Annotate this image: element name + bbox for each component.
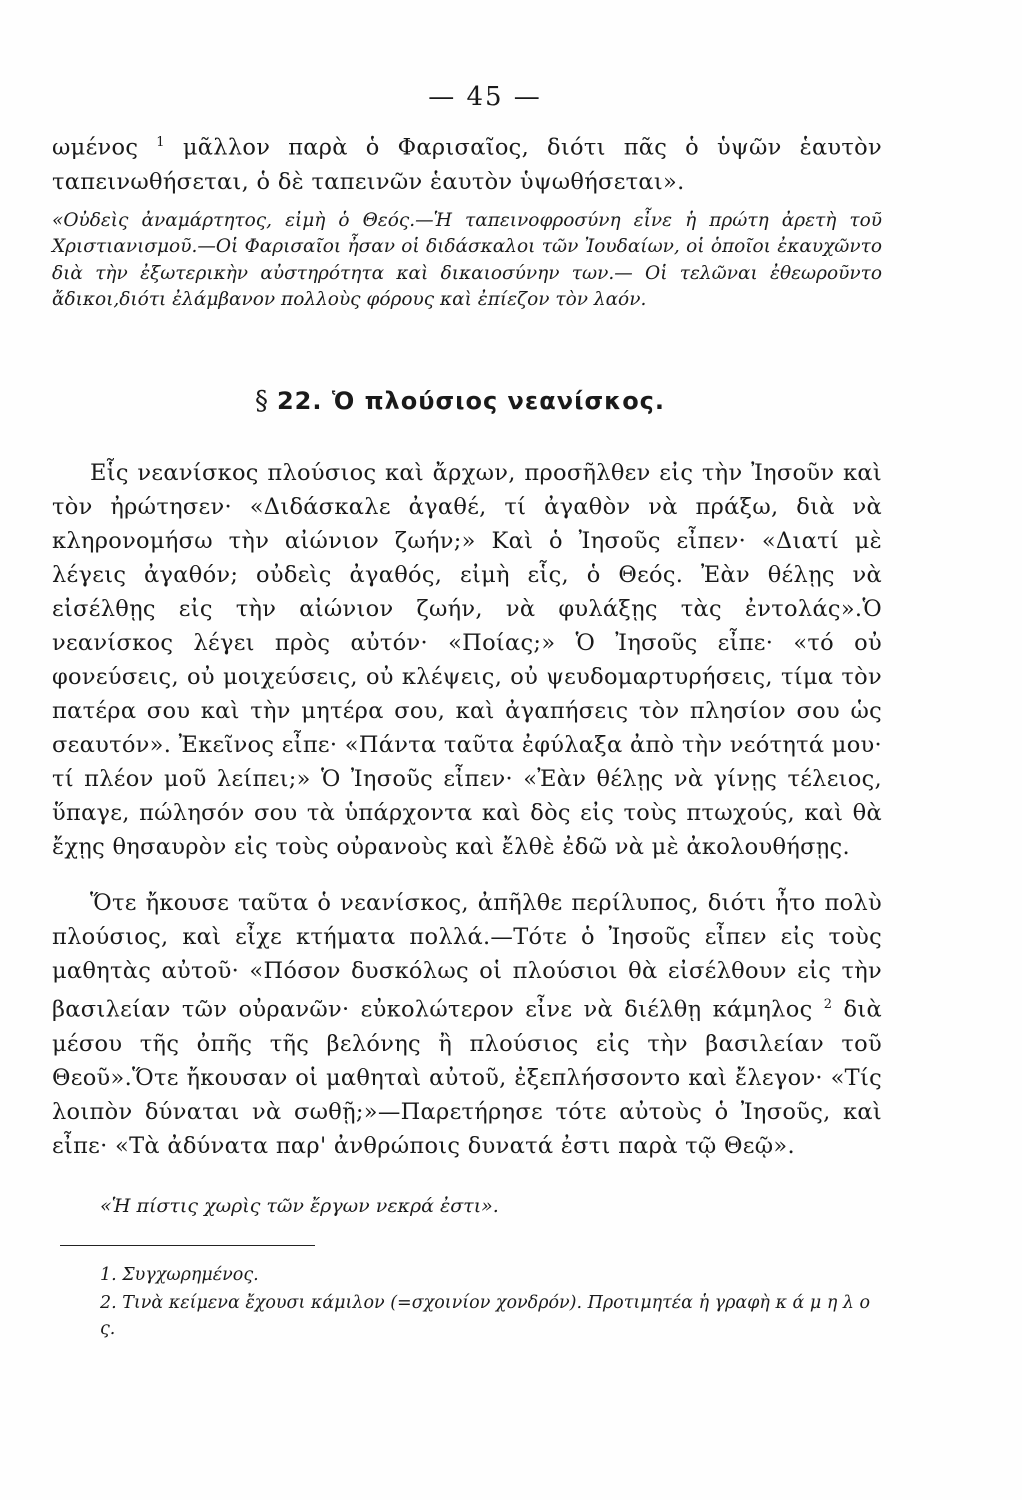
section-symbol: § [254, 386, 269, 416]
section-heading [0, 386, 920, 416]
footnote-1: 1. Συγχωρημένος. [100, 1265, 259, 1285]
footnote-mark-1: 1 [156, 135, 165, 150]
body-paragraph-2 [52, 886, 882, 1163]
body-paragraph-2-text-start: Ὅτε ἤκουσε ταῦτα ὁ νεανίσκος, ἀπῆλθε περίλυπος, διότι ἦτο πολὺ πλούσιος, καὶ εἶχε κτήματα πολλά.—Τότε ὁ Ἰησοῦς εἶπεν εἰς τοὺς μαθητὰς αὐτοῦ· «Πόσον δυσκόλως οἱ πλούσιοι θὰ εἰσέλθουν εἰς τὴν βασιλείαν τῶν οὐρανῶν· εὐκολώτερον εἶνε νὰ διέλθῃ κάμηλος [52, 890, 882, 1023]
top-paragraph-text-end: μᾶλλον παρὰ ὁ Φαρισαῖος, διότι πᾶς ὁ ὑψῶν ἑαυτὸν ταπεινωθήσεται, ὁ δὲ ταπεινῶν ἑαυτὸν ὑψωθήσεται». [52, 134, 882, 195]
section-title: 22. Ὁ πλούσιος νεανίσκος. [276, 387, 666, 415]
body-paragraph-2-text-end: διὰ μέσου τῆς ὀπῆς τῆς βελόνης ἢ πλούσιος εἰς τὴν βασιλείαν τοῦ Θεοῦ».Ὅτε ἤκουσαν οἱ μαθηταὶ αὐτοῦ, ἐξεπλήσσοντο καὶ ἔλεγον· «Τίς λοιπὸν δύναται νὰ σωθῇ;»—Παρετήρησε τότε αὐτοὺς ὁ Ἰησοῦς, καὶ εἶπε· «Τὰ ἀδύνατα παρ' ἀνθρώποις δυνατά ἐστι παρὰ τῷ Θεῷ». [52, 996, 882, 1159]
body-paragraph-1: Εἷς νεανίσκος πλούσιος καὶ ἄρχων, προσῆλθεν εἰς τὴν Ἰησοῦν καὶ τὸν ἠρώτησεν· «Διδάσκαλε ἀγαθέ, τί ἀγαθὸν νὰ πράξω, διὰ νὰ κληρονομήσω τὴν αἰώνιον ζωήν;» Καὶ ὁ Ἰησοῦς εἶπεν· «Διατί μὲ λέγεις ἀγαθόν; οὐδεὶς ἀγαθός, εἰμὴ εἷς, ὁ Θεός. Ἐὰν θέλῃς νὰ εἰσέλθῃς εἰς τὴν αἰώνιον ζωήν, νὰ φυλάξῃς τὰς ἐντολάς».Ὁ νεανίσκος λέγει πρὸς αὐτόν· «Ποίας;» Ὁ Ἰησοῦς εἶπε· «τό οὐ φονεύσεις, οὐ μοιχεύσεις, οὐ κλέψεις, οὐ ψευδομαρτυρήσεις, τίμα τὸν πατέρα σου καὶ τὴν μητέρα σου, καὶ ἀγαπήσεις τὸν πλησίον σου ὡς σεαυτόν». Ἐκεῖνος εἶπε· «Πάντα ταῦτα ἐφύλαξα ἀπὸ τὴν νεότητά μου· τί πλέον μοῦ λείπει;» Ὁ Ἰησοῦς εἶπεν· «Ἐὰν θέλῃς νὰ γίνῃς τέλειος, ὕπαγε, πώλησόν σου τὰ ὑπάρχοντα καὶ δὸς εἰς τοὺς πτωχούς, καὶ θὰ ἔχῃς θησαυρὸν εἰς τοὺς οὐρανοὺς καὶ ἔλθὲ ἐδῶ νὰ μὲ ἀκολουθήσῃς. [52, 460, 882, 860]
footnote-divider [60, 1245, 315, 1246]
footnote-mark-2: 2 [823, 997, 833, 1012]
top-paragraph-text-start: ωμένος [52, 134, 157, 161]
top-paragraph [52, 126, 882, 199]
footnote-2: 2. Τινὰ κείμενα ἔχουσι κάμιλον (=σχοινίον χονδρόν). Προτιμητέα ἡ γραφὴ κ ά μ η λ ο ς. [100, 1293, 871, 1339]
closing-quote: «Ἡ πίστις χωρὶς τῶν ἔργων νεκρά ἐστι». [100, 1195, 499, 1217]
italic-commentary: «Οὐδεὶς ἀναμάρτητος, εἰμὴ ὁ Θεός.—Ἡ ταπεινοφροσύνη εἶνε ἡ πρώτη ἀρετὴ τοῦ Χριστιανισμοῦ.—Οἱ Φαρισαῖοι ἦσαν οἱ διδάσκαλοι τῶν Ἰουδαίων, οἱ ὁποῖοι ἐκαυχῶντο διὰ τὴν ἐξωτερικὴν αὐστηρότητα καὶ δικαιοσύνην των.— Οἱ τελῶναι ἐθεωροῦντο ἄδικοι,διότι ἐλάμβανον πολλοὺς φόρους καὶ ἐπίεζον τὸν λαόν. [52, 210, 882, 310]
page-number: — 45 — [428, 82, 542, 112]
